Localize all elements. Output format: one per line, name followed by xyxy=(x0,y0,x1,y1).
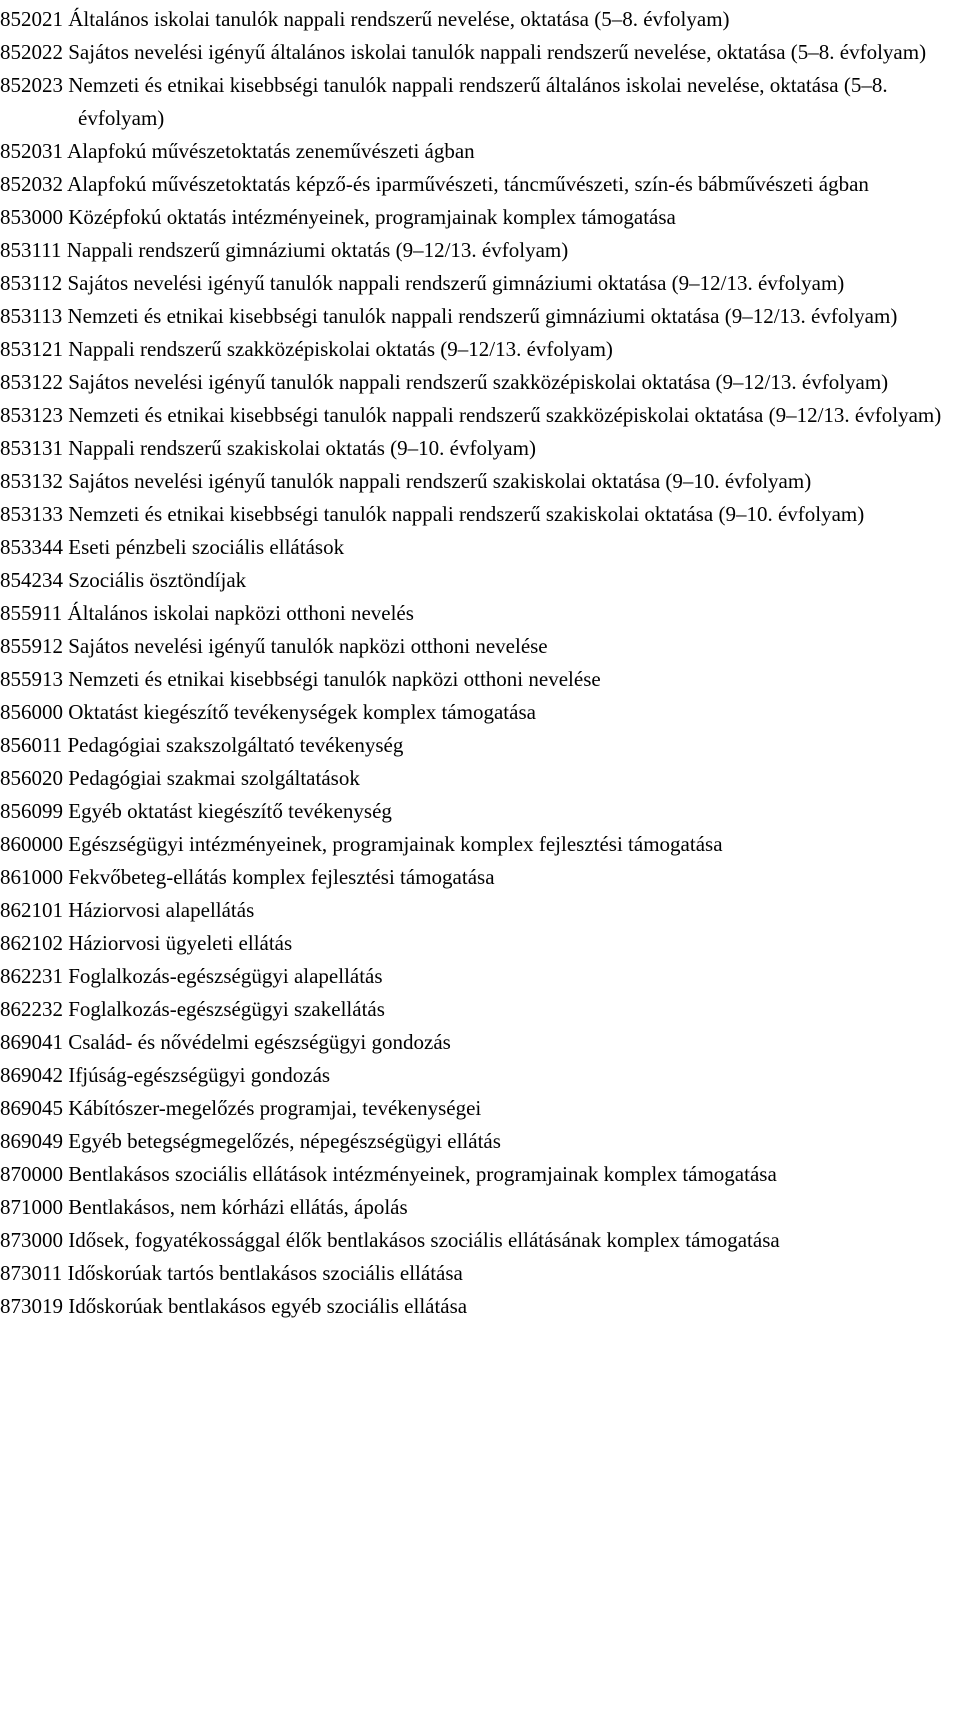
list-item xyxy=(0,201,945,234)
entry-description: Nemzeti és etnikai kisebbségi tanulók nappali rendszerű szakközépiskolai oktatása (9–12/13. évfolyam) xyxy=(68,403,942,427)
list-item xyxy=(0,630,945,663)
entry-code: 856020 xyxy=(0,766,63,790)
entry-description: Nappali rendszerű gimnáziumi oktatás (9–12/13. évfolyam) xyxy=(66,238,569,262)
list-item xyxy=(0,1290,945,1323)
entry-description: Időskorúak tartós bentlakásos szociális ellátása xyxy=(67,1261,463,1285)
entry-description: Foglalkozás-egészségügyi alapellátás xyxy=(68,964,383,988)
entry-description: Alapfokú művészetoktatás képző-és iparművészeti, táncművészeti, szín-és bábművészeti ágban xyxy=(67,172,869,196)
entry-code: 853112 xyxy=(0,271,63,295)
list-item xyxy=(0,366,945,399)
entry-code: 861000 xyxy=(0,865,63,889)
list-item xyxy=(0,993,945,1026)
list-item xyxy=(0,1092,945,1125)
entry-description: Szociális ösztöndíjak xyxy=(68,568,247,592)
entry-description: Nemzeti és etnikai kisebbségi tanulók nappali rendszerű általános iskolai nevelése, oktatása (5–8. évfolyam) xyxy=(68,73,888,130)
list-item xyxy=(0,1026,945,1059)
entry-code: 862232 xyxy=(0,997,63,1021)
entry-description: Pedagógiai szakszolgáltató tevékenység xyxy=(67,733,404,757)
list-item xyxy=(0,498,945,531)
list-item xyxy=(0,69,945,135)
entry-code: 853000 xyxy=(0,205,63,229)
list-item xyxy=(0,432,945,465)
list-item xyxy=(0,267,945,300)
entry-description: Sajátos nevelési igényű tanulók nappali rendszerű szakiskolai oktatása (9–10. évfolyam) xyxy=(68,469,812,493)
entry-code: 854234 xyxy=(0,568,63,592)
entry-code: 852023 xyxy=(0,73,63,97)
list-item xyxy=(0,1125,945,1158)
list-item xyxy=(0,1191,945,1224)
entry-code: 856011 xyxy=(0,733,63,757)
entry-description: Nemzeti és etnikai kisebbségi tanulók nappali rendszerű szakiskolai oktatása (9–10. évfolyam) xyxy=(68,502,865,526)
entry-code: 852021 xyxy=(0,7,63,31)
entry-code: 862102 xyxy=(0,931,63,955)
list-item xyxy=(0,3,945,36)
list-item xyxy=(0,399,945,432)
list-item xyxy=(0,894,945,927)
list-item xyxy=(0,960,945,993)
list-item xyxy=(0,465,945,498)
entry-code: 873011 xyxy=(0,1261,63,1285)
entry-description: Sajátos nevelési igényű tanulók napközi otthoni nevelése xyxy=(68,634,548,658)
list-item xyxy=(0,564,945,597)
entry-description: Fekvőbeteg-ellátás komplex fejlesztési támogatása xyxy=(68,865,495,889)
entry-description: Kábítószer-megelőzés programjai, tevékenységei xyxy=(68,1096,482,1120)
list-item xyxy=(0,36,945,69)
list-item xyxy=(0,861,945,894)
entry-description: Nappali rendszerű szakközépiskolai oktatás (9–12/13. évfolyam) xyxy=(68,337,613,361)
entry-code: 855912 xyxy=(0,634,63,658)
list-item xyxy=(0,762,945,795)
entry-code: 853131 xyxy=(0,436,63,460)
entry-code: 856099 xyxy=(0,799,63,823)
list-item xyxy=(0,135,945,168)
list-item xyxy=(0,234,945,267)
list-item xyxy=(0,663,945,696)
entry-code: 853132 xyxy=(0,469,63,493)
list-item xyxy=(0,597,945,630)
entry-code: 852032 xyxy=(0,172,63,196)
entry-code: 853123 xyxy=(0,403,63,427)
entry-code: 871000 xyxy=(0,1195,63,1219)
entry-description: Alapfokú művészetoktatás zeneművészeti ágban xyxy=(67,139,475,163)
entry-code: 853113 xyxy=(0,304,63,328)
entry-description: Nemzeti és etnikai kisebbségi tanulók nappali rendszerű gimnáziumi oktatása (9–12/13. évfolyam) xyxy=(67,304,898,328)
entry-code: 862231 xyxy=(0,964,63,988)
entry-code: 860000 xyxy=(0,832,63,856)
entry-description: Nappali rendszerű szakiskolai oktatás (9–10. évfolyam) xyxy=(68,436,536,460)
entry-code: 853344 xyxy=(0,535,63,559)
entry-code: 853122 xyxy=(0,370,63,394)
list-item xyxy=(0,1059,945,1092)
entry-description: Sajátos nevelési igényű általános iskolai tanulók nappali rendszerű nevelése, oktatása (5–8. évfolyam) xyxy=(68,40,927,64)
entry-description: Idősek, fogyatékossággal élők bentlakásos szociális ellátásának komplex támogatása xyxy=(68,1228,780,1252)
entry-description: Pedagógiai szakmai szolgáltatások xyxy=(68,766,360,790)
entry-description: Háziorvosi ügyeleti ellátás xyxy=(68,931,293,955)
entry-code: 870000 xyxy=(0,1162,63,1186)
entry-code: 853121 xyxy=(0,337,63,361)
list-item xyxy=(0,531,945,564)
entry-code: 862101 xyxy=(0,898,63,922)
entry-code: 869041 xyxy=(0,1030,63,1054)
entry-description: Sajátos nevelési igényű tanulók nappali rendszerű szakközépiskolai oktatása (9–12/13. évfolyam) xyxy=(68,370,889,394)
entry-description: Általános iskolai napközi otthoni nevelés xyxy=(67,601,414,625)
entry-code: 873000 xyxy=(0,1228,63,1252)
list-item xyxy=(0,1257,945,1290)
entry-code: 869045 xyxy=(0,1096,63,1120)
entry-code: 852022 xyxy=(0,40,63,64)
entry-code: 855911 xyxy=(0,601,63,625)
entry-description: Egyéb oktatást kiegészítő tevékenység xyxy=(68,799,392,823)
list-item xyxy=(0,168,945,201)
entry-description: Eseti pénzbeli szociális ellátások xyxy=(68,535,345,559)
entry-description: Háziorvosi alapellátás xyxy=(68,898,255,922)
list-item xyxy=(0,795,945,828)
entry-description: Nemzeti és etnikai kisebbségi tanulók napközi otthoni nevelése xyxy=(68,667,601,691)
entry-description: Bentlakásos, nem kórházi ellátás, ápolás xyxy=(68,1195,408,1219)
entry-code: 869042 xyxy=(0,1063,63,1087)
list-item xyxy=(0,1224,945,1257)
entry-code: 855913 xyxy=(0,667,63,691)
entry-code: 869049 xyxy=(0,1129,63,1153)
entry-description: Család- és nővédelmi egészségügyi gondozás xyxy=(68,1030,451,1054)
list-item xyxy=(0,333,945,366)
entry-description: Bentlakásos szociális ellátások intézményeinek, programjainak komplex támogatása xyxy=(68,1162,777,1186)
list-item xyxy=(0,300,945,333)
entry-description: Sajátos nevelési igényű tanulók nappali rendszerű gimnáziumi oktatása (9–12/13. évfolyam) xyxy=(67,271,845,295)
document-page xyxy=(0,3,945,1323)
entry-code: 853133 xyxy=(0,502,63,526)
entry-code: 853111 xyxy=(0,238,62,262)
entry-description: Időskorúak bentlakásos egyéb szociális ellátása xyxy=(68,1294,468,1318)
entry-description: Foglalkozás-egészségügyi szakellátás xyxy=(68,997,385,1021)
entry-description: Oktatást kiegészítő tevékenységek komplex támogatása xyxy=(68,700,536,724)
entry-code: 856000 xyxy=(0,700,63,724)
entry-description: Középfokú oktatás intézményeinek, programjainak komplex támogatása xyxy=(68,205,676,229)
entry-description: Egészségügyi intézményeinek, programjainak komplex fejlesztési támogatása xyxy=(68,832,723,856)
list-item xyxy=(0,828,945,861)
entry-description: Általános iskolai tanulók nappali rendszerű nevelése, oktatása (5–8. évfolyam) xyxy=(68,7,730,31)
entry-code: 852031 xyxy=(0,139,63,163)
entry-description: Ifjúság-egészségügyi gondozás xyxy=(68,1063,331,1087)
list-item xyxy=(0,1158,945,1191)
entry-code: 873019 xyxy=(0,1294,63,1318)
entry-description: Egyéb betegségmegelőzés, népegészségügyi ellátás xyxy=(68,1129,501,1153)
list-item xyxy=(0,696,945,729)
list-item xyxy=(0,729,945,762)
list-item xyxy=(0,927,945,960)
entry-list xyxy=(0,3,945,1323)
